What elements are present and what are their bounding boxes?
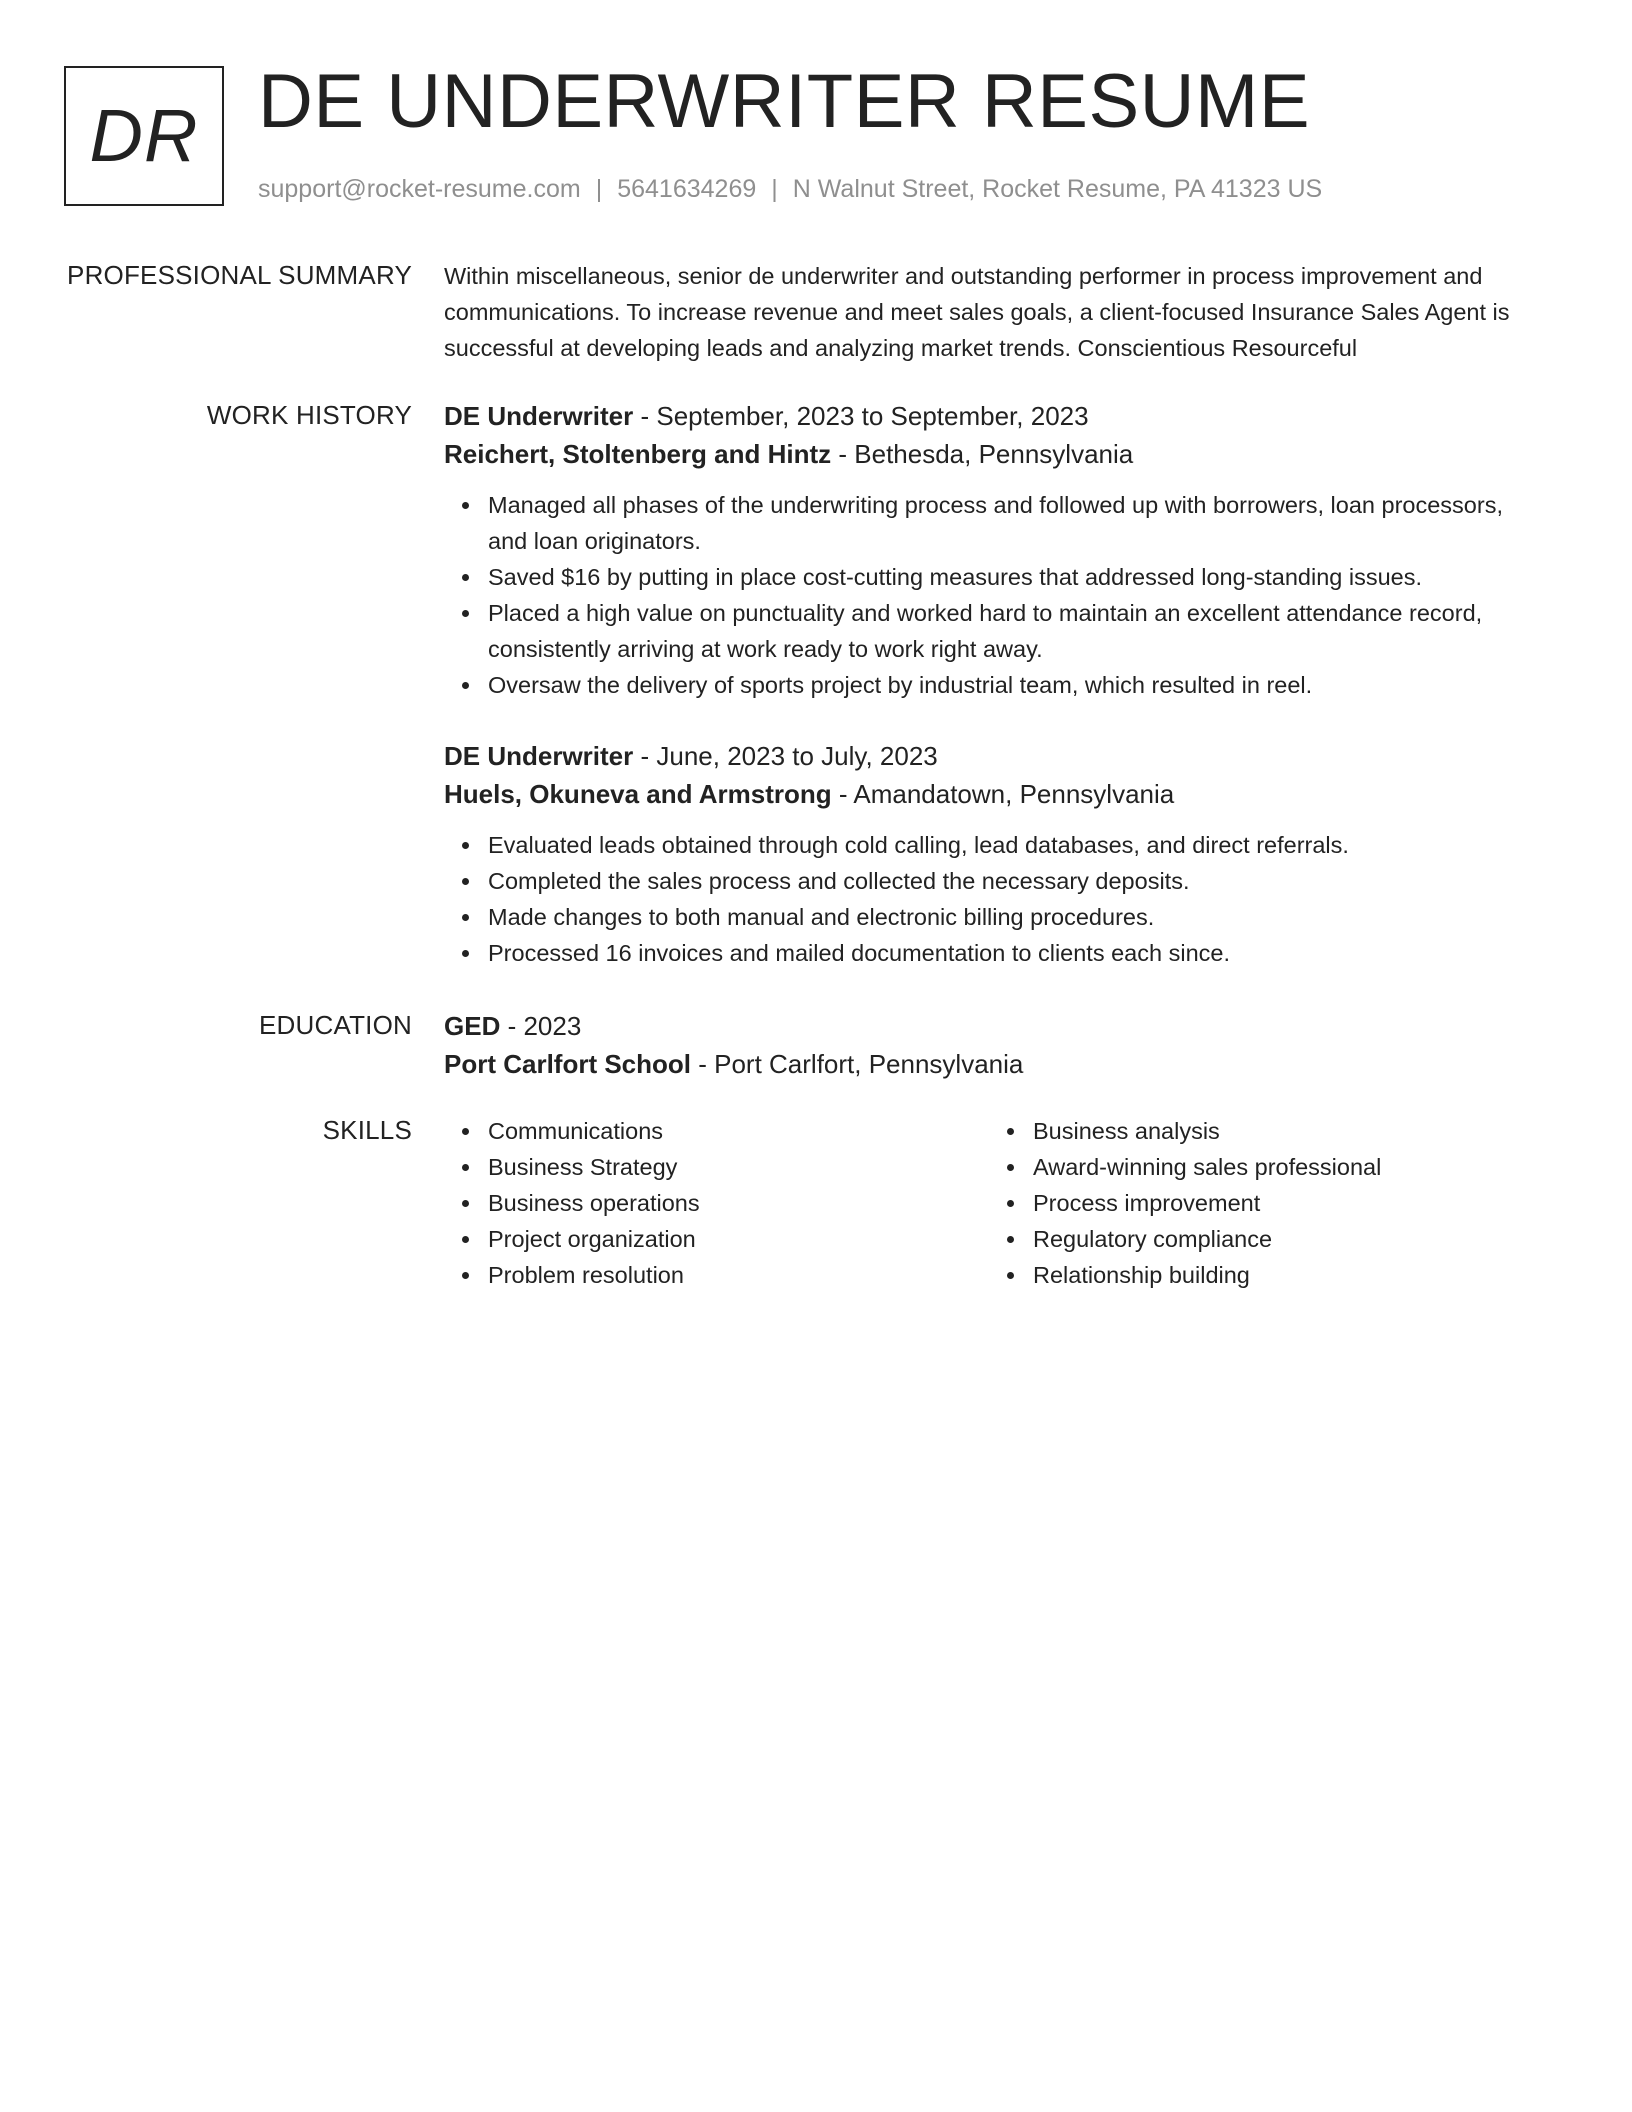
skill-item: Regulatory compliance bbox=[1033, 1221, 1381, 1257]
job-bullet: Completed the sales process and collected the necessary deposits. bbox=[488, 863, 1544, 899]
contact-phone: 5641634269 bbox=[617, 175, 757, 203]
job-title: DE Underwriter bbox=[444, 401, 634, 431]
section-label-education: EDUCATION bbox=[259, 1010, 412, 1040]
monogram-initials: DR bbox=[89, 94, 199, 177]
job-bullet: Managed all phases of the underwriting process and followed up with borrowers, loan processors, and loan originators. bbox=[488, 487, 1544, 559]
education-location: - Port Carlfort, Pennsylvania bbox=[691, 1049, 1024, 1079]
contact-separator: | bbox=[771, 175, 778, 203]
work-history-body bbox=[444, 397, 1544, 966]
skill-item: Business analysis bbox=[1033, 1113, 1381, 1149]
job-dates: - September, 2023 to September, 2023 bbox=[633, 401, 1089, 431]
skill-item: Award-winning sales professional bbox=[1033, 1149, 1381, 1185]
job-location: - Amandatown, Pennsylvania bbox=[831, 779, 1175, 809]
job-company-line bbox=[444, 435, 1544, 473]
summary-text: Within miscellaneous, senior de underwriter and outstanding performer in process improvement and communications. To increase revenue and meet sales goals, a client-focused Insurance Sales Agent is successful at developing leads and analyzing market trends. Conscientious Resourceful bbox=[444, 263, 1510, 361]
skill-item: Relationship building bbox=[1033, 1257, 1381, 1293]
job-dates: - June, 2023 to July, 2023 bbox=[633, 741, 938, 771]
job-bullet: Oversaw the delivery of sports project by industrial team, which resulted in reel. bbox=[488, 667, 1544, 703]
job-company: Huels, Okuneva and Armstrong bbox=[444, 779, 832, 809]
education-degree-line bbox=[444, 1007, 1544, 1045]
summary-body bbox=[444, 258, 1544, 366]
contact-separator: | bbox=[595, 175, 603, 203]
education-year: - 2023 bbox=[500, 1011, 582, 1041]
skills-list-right bbox=[989, 1113, 1381, 1293]
education-body bbox=[444, 1007, 1544, 1083]
skill-item: Process improvement bbox=[1033, 1185, 1381, 1221]
section-label-work-history: WORK HISTORY bbox=[206, 400, 412, 430]
job-title-line bbox=[444, 737, 1544, 775]
contact-line bbox=[258, 172, 1322, 206]
education-school: Port Carlfort School bbox=[444, 1049, 692, 1079]
job-bullet: Evaluated leads obtained through cold calling, lead databases, and direct referrals. bbox=[488, 827, 1544, 863]
job-bullets bbox=[444, 487, 1544, 703]
job-company-line bbox=[444, 775, 1544, 813]
job-bullets bbox=[444, 827, 1544, 971]
job-title-line bbox=[444, 397, 1544, 435]
education-school-line bbox=[444, 1045, 1544, 1083]
skill-item: Project organization bbox=[488, 1221, 700, 1257]
job-entry bbox=[444, 737, 1544, 971]
section-label-skills: SKILLS bbox=[322, 1115, 412, 1145]
job-title: DE Underwriter bbox=[444, 741, 634, 771]
education-degree: GED bbox=[444, 1011, 501, 1041]
skills-list-left bbox=[444, 1113, 700, 1293]
skill-item: Business Strategy bbox=[488, 1149, 700, 1185]
resume-title: DE UNDERWRITER RESUME bbox=[258, 59, 1311, 144]
job-bullet: Saved $16 by putting in place cost-cutting measures that addressed long-standing issues. bbox=[488, 559, 1544, 595]
skill-item: Communications bbox=[488, 1113, 700, 1149]
job-bullet: Placed a high value on punctuality and worked hard to maintain an excellent attendance record, consistently arriving at work ready to work right away. bbox=[488, 595, 1544, 667]
section-label-summary: PROFESSIONAL SUMMARY bbox=[67, 260, 412, 290]
skill-item: Problem resolution bbox=[488, 1257, 700, 1293]
contact-address: N Walnut Street, Rocket Resume, PA 41323 US bbox=[792, 175, 1323, 203]
job-entry bbox=[444, 397, 1544, 703]
job-bullet: Processed 16 invoices and mailed documentation to clients each since. bbox=[488, 935, 1544, 971]
skill-item: Business operations bbox=[488, 1185, 700, 1221]
monogram-box bbox=[64, 66, 224, 206]
job-company: Reichert, Stoltenberg and Hintz bbox=[444, 439, 832, 469]
contact-email: support@rocket-resume.com bbox=[258, 175, 581, 203]
job-bullet: Made changes to both manual and electronic billing procedures. bbox=[488, 899, 1544, 935]
job-location: - Bethesda, Pennsylvania bbox=[831, 439, 1134, 469]
